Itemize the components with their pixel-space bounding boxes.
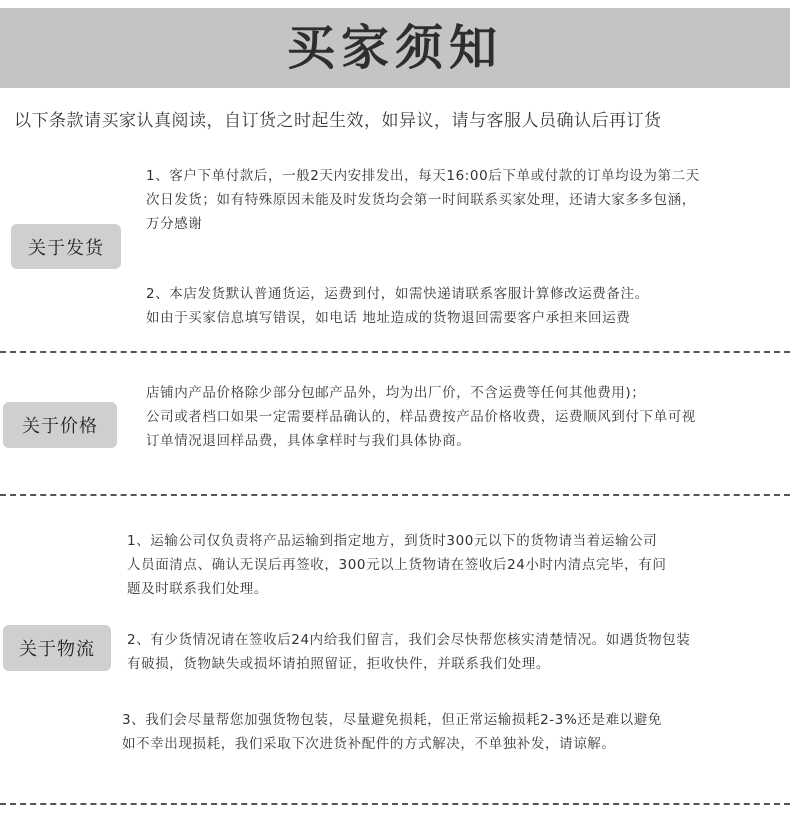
title-banner [0, 8, 790, 88]
text-line: 如由于买家信息填写错误，如电话 地址造成的货物退回需要客户承担来回运费 [146, 310, 631, 326]
intro-notice: 以下条款请买家认真阅读，自订货之时起生效，如异议，请与客服人员确认后再订货 [14, 111, 662, 131]
text-line: 店铺内产品价格除少部分包邮产品外，均为出厂价，不含运费等任何其他费用)； [146, 385, 646, 401]
shipping-paragraph-2 [146, 282, 649, 330]
text-line: 公司或者档口如果一定需要样品确认的，样品费按产品价格收费，运费顺风到付下单可视 [146, 409, 696, 425]
pricing-paragraph [146, 381, 696, 453]
section-tag-pricing: 关于价格 [3, 402, 117, 448]
text-line: 有破损，货物缺失或损坏请拍照留证，拒收快件，并联系我们处理。 [127, 656, 550, 672]
text-line: 人员面清点、确认无误后再签收，300元以上货物请在签收后24小时内清点完毕，有问 [127, 557, 667, 573]
text-line: 1、运输公司仅负责将产品运输到指定地方，到货时300元以下的货物请当着运输公司 [127, 533, 658, 549]
logistics-paragraph-3 [122, 708, 662, 756]
text-line: 题及时联系我们处理。 [127, 581, 268, 597]
section-divider [0, 494, 790, 496]
page-title: 买家须知 [286, 20, 503, 76]
text-line: 1、客户下单付款后，一般2天内安排发出，每天16:00后下单或付款的订单均设为第二天 [146, 168, 700, 184]
section-divider [0, 803, 790, 805]
text-line: 订单情况退回样品费，具体拿样时与我们具体协商。 [146, 433, 471, 449]
section-tag-shipping: 关于发货 [11, 224, 121, 269]
section-tag-logistics: 关于物流 [3, 625, 111, 671]
text-line: 万分感谢 [146, 216, 203, 232]
text-line: 如不幸出现损耗，我们采取下次进货补配件的方式解决，不单独补发，请谅解。 [122, 736, 616, 752]
text-line: 3、我们会尽量帮您加强货物包装，尽量避免损耗，但正常运输损耗2-3%还是难以避免 [122, 712, 662, 728]
shipping-paragraph-1 [146, 164, 700, 236]
text-line: 2、有少货情况请在签收后24内给我们留言，我们会尽快帮您核实清楚情况。如遇货物包装 [127, 632, 691, 648]
logistics-paragraph-2 [127, 628, 690, 676]
text-line: 次日发货；如有特殊原因未能及时发货均会第一时间联系买家处理，还请大家多多包涵， [146, 192, 696, 208]
logistics-paragraph-1 [127, 529, 666, 601]
section-divider [0, 351, 790, 353]
text-line: 2、本店发货默认普通货运，运费到付，如需快递请联系客服计算修改运费备注。 [146, 286, 649, 302]
